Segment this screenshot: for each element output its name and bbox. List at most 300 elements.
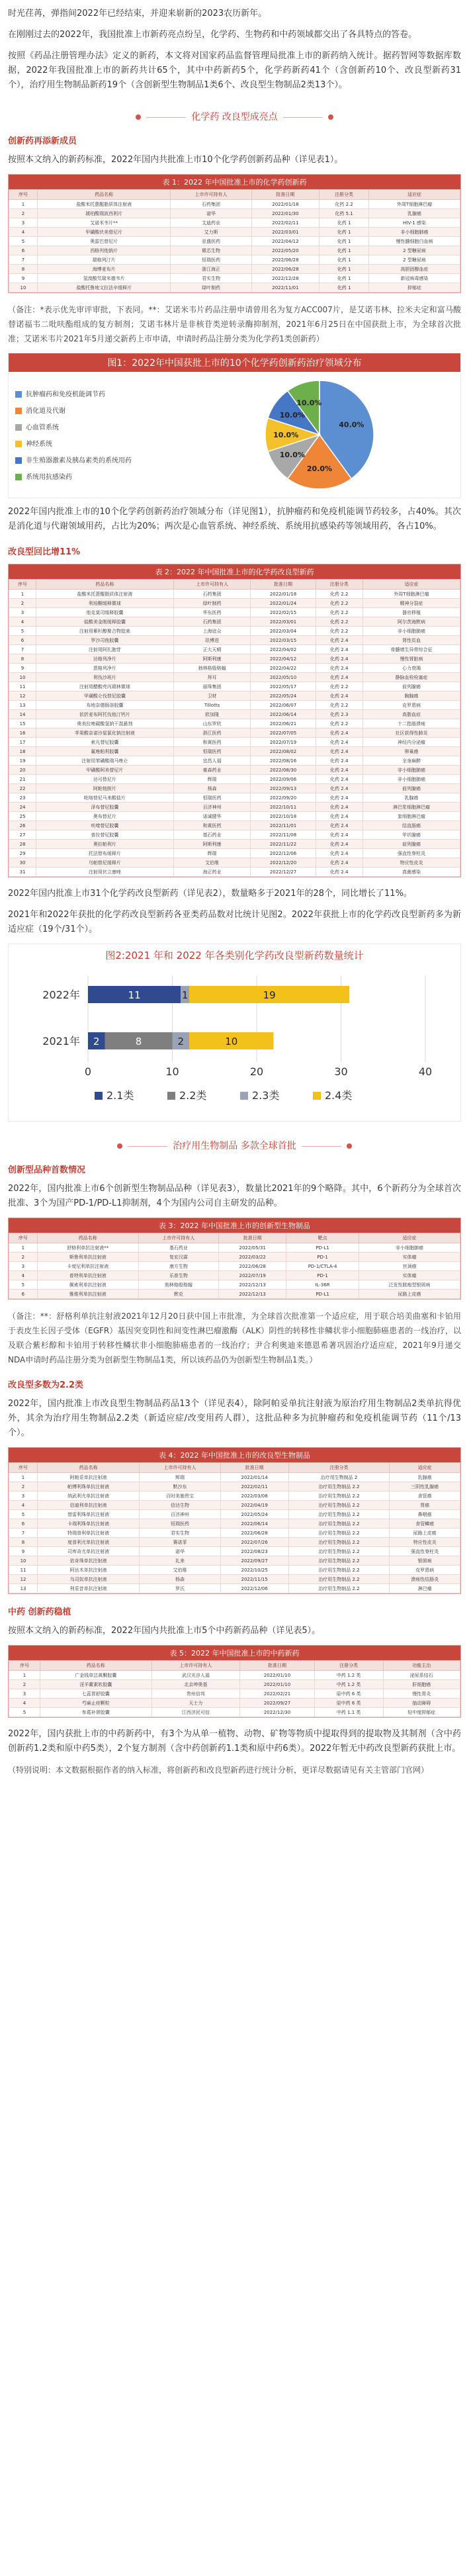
table-cell: 24	[9, 803, 36, 812]
legend-label: 消化道及代谢	[26, 408, 65, 415]
table-cell: 艾伯维	[140, 1566, 220, 1575]
table-cell: 帕博利珠单抗注射液	[38, 1482, 140, 1491]
table-cell: 和黄医药	[173, 738, 251, 747]
table-cell: 尿路上皮癌	[359, 1290, 460, 1299]
table-cell: 2022/02/21	[240, 1689, 314, 1699]
table-cell: 化药 2.4	[316, 636, 362, 645]
table-header-cell: 药品名称	[38, 1463, 140, 1473]
table-cell: 勃林格殷格翰	[138, 1280, 218, 1290]
table-cell: 信达生物	[140, 1501, 220, 1510]
table-cell: 海正药业	[173, 867, 251, 877]
x-tick-label: 40	[418, 1065, 433, 1078]
table-cell: 基石药业	[173, 830, 251, 840]
pie-legend	[15, 382, 214, 488]
table-cell: 石药集团	[173, 590, 251, 599]
table-cell: 2022/04/19	[220, 1501, 288, 1510]
table-cell: 3	[9, 608, 36, 617]
table-cell: 高胆固醇血症	[368, 265, 460, 274]
table-cell: 原中药 6 类	[314, 1699, 383, 1708]
legend-swatch	[15, 457, 22, 464]
table-cell: 7	[9, 645, 36, 654]
table-row	[9, 1501, 460, 1510]
table-cell: 2022/11/22	[251, 840, 316, 849]
table-cell: 治疗用生物制品 2.2	[288, 1519, 390, 1529]
table-row	[9, 719, 460, 729]
table-cell: 化药 2.3	[316, 710, 362, 719]
table-3-grid	[9, 1233, 460, 1299]
table-cell: 利培酮缓释微球	[36, 599, 174, 608]
decor-dot-icon	[328, 114, 333, 120]
table-cell: 2022/06/28	[220, 1529, 288, 1538]
table-cell: 2022/12/06	[220, 1584, 288, 1593]
table-cell: 氢溴酸氘瑞米德韦片	[37, 274, 170, 283]
table-cell: 12	[9, 1575, 38, 1584]
table-cell: 2022/06/07	[251, 701, 316, 710]
table-cell: 外周T细胞淋巴瘤	[368, 200, 460, 209]
table-row	[9, 682, 460, 691]
table-row	[9, 756, 460, 766]
table-cell: 百济神州	[173, 803, 251, 812]
table-cell: 2022/05/24	[220, 1510, 288, 1519]
table-cell: 2 型糖尿病	[368, 246, 460, 255]
table-cell: 注射用紫杉醇聚合物胶束	[36, 627, 174, 636]
table-cell: PD-1	[286, 1253, 359, 1262]
table-cell: 默克	[138, 1290, 218, 1299]
legend-swatch	[240, 1092, 248, 1100]
table-cell: 琥珀酸瑞波西利片	[37, 209, 170, 218]
table-cell: 2022/02/15	[251, 608, 316, 617]
table-cell: 9	[9, 1547, 38, 1556]
table-cell: 2022/05/17	[251, 682, 316, 691]
table-cell: 杨森	[173, 784, 251, 793]
table-cell: 9	[9, 274, 38, 283]
pie-data-label: 20.0%	[306, 464, 333, 473]
table-cell: 泌尿系结石	[383, 1671, 460, 1680]
pie-chart	[214, 375, 425, 494]
table-cell: 艾诺米韦片**	[37, 218, 170, 228]
table-cell: 辉瑞	[173, 849, 251, 858]
table-cell: 治疗用生物制品 2.2	[288, 1547, 390, 1556]
table-header-cell: 批准日期	[240, 1661, 314, 1671]
table-cell: 2022/09/06	[251, 775, 316, 784]
table-row	[9, 1519, 460, 1529]
table-cell: 依奇珠单抗注射液	[38, 1556, 140, 1566]
table-cell: 化药 1	[320, 237, 369, 246]
table-cell: 和黄医药	[173, 821, 251, 830]
table-header-cell: 注册分类	[314, 1661, 383, 1671]
table-cell: 2022/12/20	[251, 858, 316, 867]
divider-right	[302, 1146, 341, 1147]
table-cell: 信迪利单抗注射液	[38, 1501, 140, 1510]
table-cell: 绿叶制药	[173, 599, 251, 608]
table-cell: 浙江海正	[171, 265, 251, 274]
table-row	[9, 200, 460, 209]
legend-swatch	[15, 424, 22, 431]
table-cell: 替雷利珠单抗注射液	[38, 1510, 140, 1519]
table-cell: 宫颈癌	[359, 1262, 460, 1271]
table-cell: 1	[9, 590, 36, 599]
table-header-cell: 注册分类	[320, 190, 369, 200]
table-header-cell: 药品名称	[37, 190, 170, 200]
table-cell: 盐酸米托蒽醌脂质体注射液	[37, 200, 170, 209]
table-cell: 17	[9, 738, 36, 747]
table-cell: 2022/03/15	[251, 636, 316, 645]
table-1-caption: 表 1：2022 年中国批准上市的化学药创新药	[9, 175, 460, 189]
table-cell: 10	[9, 673, 36, 682]
table-cell: 治疗用生物制品 2	[288, 1473, 390, 1482]
table-cell: 4	[9, 1501, 38, 1510]
table-cell: 山东罗欣	[173, 719, 251, 729]
table-cell: 2022/12/27	[251, 867, 316, 877]
table-row	[9, 1699, 460, 1708]
table-cell: 慢性胃炎	[383, 1689, 460, 1699]
legend-item	[15, 471, 214, 481]
section-2-note: （备注：**：舒格利单抗注射液2021年12月20日获中国上市批准，为全球首次批准第一个适应症，用于联合培美曲塞和卡铂用于表皮生长因子受体（EGFR）基因突变阴性和间变性淋巴瘤激酶（ALK）阴性的转移性非鳞状非小细胞肺癌患者的一线治疗，以及联合紫杉醇和卡铂用于转移性鳞状非小细胞肺癌患者的一线治疗；尹合利奥迪来德恩希著巩固治疗适应症，2021年9月递交NDA申请时药品注册分类为创新型生物制品1类，所以该药品仍为创新型生物制品1类。）	[8, 1311, 461, 1364]
table-cell: 5	[9, 1708, 40, 1717]
table-cell: 4	[9, 617, 36, 627]
table-cell: 31	[9, 867, 36, 877]
table-cell: 前列腺癌	[362, 840, 460, 849]
table-cell: 2022/06/28	[251, 255, 320, 265]
table-cell: 化药 2.4	[316, 664, 362, 673]
table-header-cell: 药品名称	[37, 1233, 138, 1243]
legend-label: 2.2类	[179, 1089, 207, 1102]
pie-chart-figure	[8, 353, 461, 498]
table-cell: 甲磺酸仑伐替尼胶囊	[36, 691, 174, 701]
table-cell: 七蕊胃舒胶囊	[40, 1689, 151, 1699]
pie-data-label: 10.0%	[279, 450, 305, 459]
table-cell: 依折麦布阿托伐他汀钙片	[36, 710, 174, 719]
table-cell: 化药 2.4	[316, 793, 362, 803]
table-cell: 雅维利单抗注射液	[37, 1290, 138, 1299]
legend-item	[15, 438, 214, 448]
table-body	[9, 200, 460, 292]
table-cell: 佩索利单抗注射液	[37, 1280, 138, 1290]
table-cell: 化药 2.2	[316, 599, 362, 608]
table-row	[9, 627, 460, 636]
table-cell: 淫羊藿素软胶囊	[40, 1680, 151, 1689]
table-cell: 索凡替尼胶囊	[36, 738, 174, 747]
section-3-paragraph-1: 按照本文纳入的新药标准，2022年国内共批准上市5个中药新药品种（详见表5）。	[8, 1626, 321, 1636]
table-cell: 宜昌人福	[173, 756, 251, 766]
table-cell: 化药 2.4	[316, 756, 362, 766]
table-cell: 化药 2.2	[320, 200, 369, 209]
table-cell: 25	[9, 812, 36, 821]
table-cell: 8	[9, 265, 38, 274]
table-cell: 2022/11/15	[220, 1575, 288, 1584]
table-cell: 勃林格殷格翰	[173, 664, 251, 673]
pie-data-label: 10.0%	[273, 431, 299, 439]
table-cell: 溃疡性结肠炎	[390, 1575, 460, 1584]
table-cell: 化药 1	[320, 228, 369, 237]
table-cell: 7	[9, 1529, 38, 1538]
table-cell: 达可替尼片	[36, 775, 174, 784]
table-cell: 23	[9, 793, 36, 803]
pie-data-label: 10.0%	[296, 398, 322, 408]
table-cell: 2022/09/20	[251, 793, 316, 803]
table-cell: 特瑞普利单抗注射液	[38, 1529, 140, 1538]
table-cell: 特应性皮炎	[390, 1538, 460, 1547]
table-row	[9, 590, 460, 599]
table-header-cell: 上市许可持有人	[173, 580, 251, 590]
table-row	[9, 1473, 460, 1482]
table-cell: 斯鲁利单抗注射液	[37, 1253, 138, 1262]
table-cell: 阿斯利康	[173, 840, 251, 849]
table-cell: 石药集团	[173, 617, 251, 627]
table-row	[9, 729, 460, 738]
bar-data-label: 1	[181, 989, 189, 1001]
table-cell: 胸腺癌	[362, 691, 460, 701]
table-cell: 精神分裂症	[362, 599, 460, 608]
table-cell: PD-1/CTLA-4	[286, 1262, 359, 1271]
table-2-grid	[9, 579, 460, 877]
table-row	[9, 274, 460, 283]
table-cell: 强直性脊柱炎	[362, 849, 460, 858]
table-row	[9, 803, 460, 812]
table-row	[9, 237, 460, 246]
table-cell: 2022/08/16	[251, 756, 316, 766]
table-cell: 上海谊众	[173, 627, 251, 636]
table-cell: 化药 2.4	[316, 729, 362, 738]
table-cell: 化药 2.4	[316, 803, 362, 812]
table-cell: 普拉替尼胶囊	[36, 830, 174, 840]
table-cell: 三阴性乳腺癌	[390, 1482, 460, 1491]
table-cell: 前列腺癌	[362, 682, 460, 691]
table-cell: 盐酸美金刚缓释胶囊	[36, 617, 174, 627]
table-cell: 恩格列净片	[36, 664, 174, 673]
table-cell: 微芯生物	[171, 246, 251, 255]
table-cell: 艾伯维	[173, 858, 251, 867]
table-row	[9, 1243, 460, 1253]
table-cell: 2022/11/01	[251, 821, 316, 830]
table-row	[9, 775, 460, 784]
intro-paragraph-3: 按照《药品注册管理办法》定义的新药，本文将对国家药品监督管理局批准上市的新药纳入统计。据药智网等数据库数据，2022年我国批准上市的新药共计65个，其中中药新药5个，化学药新药41个（含创新药10个、改良型新药31个），治疗用生物制品新药19个（含创新型生物制品1类6个、改良型生物制品2类13个）。	[8, 51, 461, 90]
section-2-title: 治疗用生物制品 多款全球首批	[173, 1141, 296, 1151]
table-cell: 注射用苯磺酸瑞马唑仑	[36, 756, 174, 766]
table-cell: 亚盛医药	[171, 237, 251, 246]
table-cell: 2022/06/21	[251, 719, 316, 729]
legend-swatch	[15, 441, 22, 447]
table-cell: 治疗用生物制品 2.2	[288, 1575, 390, 1584]
table-cell: 盐酸托鲁地文拉法辛缓释片	[37, 283, 170, 292]
table-cell: 卡度尼利单抗注射液	[37, 1262, 138, 1271]
table-cell: 治疗用生物制品 2.2	[288, 1538, 390, 1547]
table-cell: 18	[9, 747, 36, 756]
table-cell: 2022/09/13	[251, 784, 316, 793]
table-cell: 贵州信邦	[151, 1689, 240, 1699]
table-cell: 化药 1	[320, 274, 369, 283]
table-cell: 2022/12/28	[251, 274, 320, 283]
table-cell: 1	[9, 200, 38, 209]
table-cell: 2022/02/11	[251, 218, 320, 228]
legend-swatch	[313, 1092, 321, 1100]
table-cell: 化药 2.4	[316, 849, 362, 858]
table-row	[9, 645, 460, 654]
table-cell: 2022/12/06	[251, 849, 316, 858]
y-category-label: 2021年	[42, 1035, 80, 1047]
table-cell: HIV-1 感染	[368, 218, 460, 228]
table-cell: 恒瑞医药	[173, 793, 251, 803]
x-tick-label: 20	[249, 1065, 264, 1078]
table-header-cell: 药品名称	[36, 580, 174, 590]
table-5-grid	[9, 1660, 460, 1717]
table-row	[9, 664, 460, 673]
table-cell: 2022/01/18	[251, 200, 320, 209]
table-cell: 十二指肠溃疡	[362, 719, 460, 729]
table-cell: 10	[9, 1556, 38, 1566]
table-cell: 27	[9, 830, 36, 840]
table-cell: 化药 2.4	[316, 840, 362, 849]
table-1	[8, 174, 461, 293]
legend-swatch	[15, 391, 22, 398]
table-cell: 治疗用生物制品 2.2	[288, 1566, 390, 1575]
table-cell: 2022/07/26	[220, 1538, 288, 1547]
table-row	[9, 1584, 460, 1593]
table-cell: 罗沙司他胶囊	[36, 636, 174, 645]
table-cell: 真菌感染	[362, 867, 460, 877]
table-cell: 6	[9, 1519, 38, 1529]
table-cell: 2	[9, 1482, 38, 1491]
table-header-cell: 批准日期	[251, 580, 316, 590]
table-row	[9, 209, 460, 218]
table-cell: 2022/04/12	[251, 654, 316, 664]
table-cell: 2022/08/30	[251, 766, 316, 775]
table-cell: 器官移植	[362, 608, 460, 617]
table-header-cell: 适应症	[390, 1463, 460, 1473]
table-cell: 恒瑞医药	[173, 747, 251, 756]
legend-label: 神经系统	[26, 441, 52, 448]
table-cell: 2	[9, 599, 36, 608]
table-4-caption: 表 4：2022 年中国批准上市的改良型生物制品	[9, 1448, 460, 1462]
table-cell: 实体瘤	[359, 1271, 460, 1280]
table-cell: 化药 2.4	[316, 821, 362, 830]
table-cell: 化药 2.4	[316, 812, 362, 821]
table-cell: 参葛补肾胶囊	[40, 1708, 151, 1717]
table-cell: 诺华	[140, 1547, 220, 1556]
bar-data-label: 19	[263, 989, 276, 1001]
table-cell: 奥布替尼片	[36, 812, 174, 821]
table-header-cell: 适应症	[368, 190, 460, 200]
table-cell: 6	[9, 246, 38, 255]
table-cell: 杨森	[140, 1575, 220, 1584]
section-2-paragraph-1: 2022年，国内批准上市6个创新型生物制品品种（详见表3），数量比2021年的9个略降。其中，6个新药分为全球首次批准、3个为国产PD-1/PD-L1抑制剂，4个为国内公司自主研发的品种。	[8, 1184, 461, 1208]
table-row	[9, 1680, 460, 1689]
table-cell: 辉瑞	[173, 775, 251, 784]
table-cell: 天士力	[151, 1699, 240, 1708]
table-cell: 2022/08/02	[251, 747, 316, 756]
table-body	[9, 1671, 460, 1717]
table-cell: 食管鳞癌	[390, 1519, 460, 1529]
table-cell: 注射用阿扎胞苷	[36, 645, 174, 654]
table-cell: 2022/07/05	[251, 729, 316, 738]
table-cell: 2022/04/02	[251, 645, 316, 654]
table-row	[9, 766, 460, 775]
bar-chart-figure	[8, 944, 461, 1122]
table-cell: 2022/01/14	[220, 1473, 288, 1482]
table-header-cell: 序号	[9, 580, 36, 590]
table-cell: 艾力斯	[171, 228, 251, 237]
y-category-label: 2022年	[42, 989, 80, 1001]
table-cell: 默沙东	[140, 1482, 220, 1491]
table-cell: 鼻咽癌	[390, 1510, 460, 1519]
table-cell: 乳腺癌	[368, 209, 460, 218]
section-1-paragraph-1: 按照本文纳入的新药标准，2022年国内共批准上市10个化学药创新药品种（详见表1）。	[8, 155, 343, 165]
table-row	[9, 784, 460, 793]
table-row	[9, 608, 460, 617]
table-cell: 新冠病毒感染	[368, 274, 460, 283]
table-cell: 化药 2.2	[316, 682, 362, 691]
table-row	[9, 1538, 460, 1547]
intro-paragraph-2: 在刚刚过去的2022年，我国批准上市新药亮点纷呈，化学药、生物药和中药领域都交出了各具特点的答卷。	[8, 30, 417, 40]
table-cell: 复宏汉霖	[138, 1253, 218, 1262]
table-cell: 治疗用生物制品 2.2	[288, 1584, 390, 1593]
table-cell: 芍麻止痉颗粒	[40, 1699, 151, 1708]
table-cell: 2022/01/10	[240, 1680, 314, 1689]
legend-label: 2.3类	[252, 1089, 280, 1102]
table-cell: 西格列他钠片	[37, 246, 170, 255]
legend-item	[15, 422, 214, 431]
intro-paragraph-1: 时光荏苒，弹指间2022年已经结束，并迎来崭新的2023农历新年。	[8, 9, 267, 19]
table-cell: 舒格利单抗注射液**	[37, 1243, 138, 1253]
table-header-cell: 药品名称	[40, 1661, 151, 1671]
divider-left	[128, 1146, 167, 1147]
table-row	[9, 1290, 460, 1299]
table-cell: 化药 1	[320, 255, 369, 265]
table-cell: 肾性贫血	[362, 636, 460, 645]
table-cell: 治疗用生物制品 2.2	[288, 1556, 390, 1566]
subheading-tcm: 中药 创新药稳植	[8, 1607, 71, 1617]
table-cell: 骨髓增生异常综合征	[362, 645, 460, 654]
table-cell: PD-1	[286, 1271, 359, 1280]
legend-item	[15, 405, 214, 415]
table-cell: 强直性脊柱炎	[390, 1547, 460, 1556]
table-cell: 罗氏	[140, 1584, 220, 1593]
table-cell: 阿帕他胺片	[36, 784, 174, 793]
table-cell: 乌帕替尼缓释片	[36, 858, 174, 867]
table-cell: 中药 1.2 类	[314, 1671, 383, 1680]
table-cell: 广金钱草总黄酮胶囊	[40, 1671, 151, 1680]
pie-data-label: 10.0%	[279, 411, 305, 420]
table-cell: 豪森药业	[173, 766, 251, 775]
table-row	[9, 599, 460, 608]
table-cell: 中药 1.2 类	[314, 1680, 383, 1689]
table-cell: 1	[9, 1671, 40, 1680]
table-cell: 化药 1	[320, 218, 369, 228]
table-cell: 9	[9, 664, 36, 673]
table-row	[9, 1491, 460, 1501]
table-row	[9, 1547, 460, 1556]
table-cell: 奥美拉唑碳酸氢钠干混悬剂	[36, 719, 174, 729]
table-row	[9, 830, 460, 840]
table-2-caption: 表 2：2022 年中国批准上市的化学药改良型新药	[9, 564, 460, 579]
table-cell: 呋喹替尼胶囊	[36, 821, 174, 830]
section-2-heading	[8, 1139, 461, 1152]
table-cell: 百时美施贵宝	[140, 1491, 220, 1501]
table-cell: 治疗用生物制品 2.2	[288, 1529, 390, 1538]
table-cell: 13	[9, 701, 36, 710]
table-header-cell: 适应症	[362, 580, 460, 590]
legend-swatch	[95, 1092, 103, 1100]
decor-dot-icon	[347, 1143, 352, 1149]
table-cell: 正大天晴	[173, 645, 251, 654]
table-cell: 泽布替尼胶囊	[36, 803, 174, 812]
legend-swatch	[167, 1092, 175, 1100]
table-cell: 外周T细胞淋巴瘤	[362, 590, 460, 599]
table-row	[9, 1271, 460, 1280]
table-cell: 卡瑞利珠单抗注射液	[38, 1519, 140, 1529]
table-cell: 君实生物	[171, 274, 251, 283]
table-row	[9, 701, 460, 710]
